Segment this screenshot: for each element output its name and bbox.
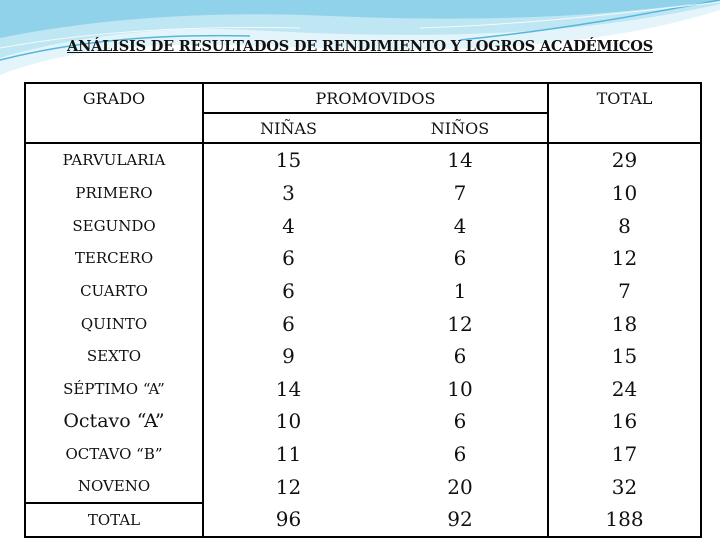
ninas-cell: 12 xyxy=(275,474,302,499)
ninos-cell: 4 xyxy=(453,213,467,238)
table-row xyxy=(25,275,701,308)
total-cell: 17 xyxy=(548,438,701,471)
slide-title: ANÁLISIS DE RESULTADOS DE RENDIMIENTO Y LOGROS ACADÉMICOS xyxy=(67,38,653,55)
table-row xyxy=(25,438,701,471)
ninas-cell: 3 xyxy=(282,181,295,206)
grade-cell: Octavo “A” xyxy=(25,405,203,438)
header-row-1 xyxy=(25,83,701,113)
grade-cell: QUINTO xyxy=(25,307,203,340)
ninos-cell: 6 xyxy=(453,344,467,369)
ninas-cell: 96 xyxy=(203,503,373,537)
table-row xyxy=(25,210,701,243)
ninos-cell: 10 xyxy=(447,376,473,401)
ninas-cell: 10 xyxy=(275,409,302,434)
table-row xyxy=(25,307,701,340)
ninas-cell: 11 xyxy=(275,442,302,466)
total-cell: 8 xyxy=(548,210,701,243)
ninas-cell: 9 xyxy=(282,344,295,369)
grade-cell: PRIMERO xyxy=(25,177,203,210)
header-total: TOTAL xyxy=(548,83,701,113)
ninos-cell: 92 xyxy=(373,503,548,537)
ninos-cell: 6 xyxy=(453,409,467,434)
table-row xyxy=(25,373,701,406)
total-cell: 24 xyxy=(548,373,701,406)
header-ninos: NIÑOS xyxy=(373,113,548,143)
ninos-cell: 14 xyxy=(447,148,473,173)
results-table xyxy=(24,82,702,538)
table-row xyxy=(25,405,701,438)
ninos-cell: 6 xyxy=(453,442,467,466)
total-cell: 12 xyxy=(548,242,701,275)
total-cell: 10 xyxy=(548,177,701,210)
header-ninas: NIÑAS xyxy=(203,113,373,143)
header-total-blank xyxy=(548,113,701,143)
ninas-cell: 4 xyxy=(282,213,295,238)
ninas-cell: 14 xyxy=(275,376,302,401)
table-row xyxy=(25,340,701,373)
total-cell: 15 xyxy=(548,340,701,373)
grade-cell: OCTAVO “B” xyxy=(25,438,203,471)
ninas-cell: 6 xyxy=(282,311,295,336)
grade-cell: SEGUNDO xyxy=(25,210,203,243)
grade-cell: SÉPTIMO “A” xyxy=(25,373,203,406)
grade-cell: NOVENO xyxy=(25,470,203,503)
grade-cell: SEXTO xyxy=(25,340,203,373)
grade-cell: CUARTO xyxy=(25,275,203,308)
total-cell: 29 xyxy=(548,143,701,177)
grade-cell: PARVULARIA xyxy=(25,143,203,177)
header-grado: GRADO xyxy=(25,83,203,113)
total-cell: 7 xyxy=(548,275,701,308)
ninas-cell: 15 xyxy=(275,148,302,173)
table-row xyxy=(25,177,701,210)
table-row xyxy=(25,143,701,177)
ninos-cell: 1 xyxy=(453,279,467,304)
grade-cell: TOTAL xyxy=(25,503,203,537)
total-cell: 18 xyxy=(548,307,701,340)
ninos-cell: 20 xyxy=(447,474,473,499)
header-row-2 xyxy=(25,113,701,143)
total-cell: 188 xyxy=(548,503,701,537)
total-cell: 16 xyxy=(548,405,701,438)
total-cell: 32 xyxy=(548,470,701,503)
table-row xyxy=(25,242,701,275)
ninas-cell: 6 xyxy=(282,246,295,271)
header-grado-blank xyxy=(25,113,203,143)
table-row-total xyxy=(25,503,701,537)
ninas-cell: 6 xyxy=(282,279,295,304)
grade-cell: TERCERO xyxy=(25,242,203,275)
ninos-cell: 6 xyxy=(453,246,467,271)
table-row xyxy=(25,470,701,503)
ninos-cell: 12 xyxy=(447,311,473,336)
header-promovidos: PROMOVIDOS xyxy=(203,83,548,113)
ninos-cell: 7 xyxy=(453,181,467,206)
